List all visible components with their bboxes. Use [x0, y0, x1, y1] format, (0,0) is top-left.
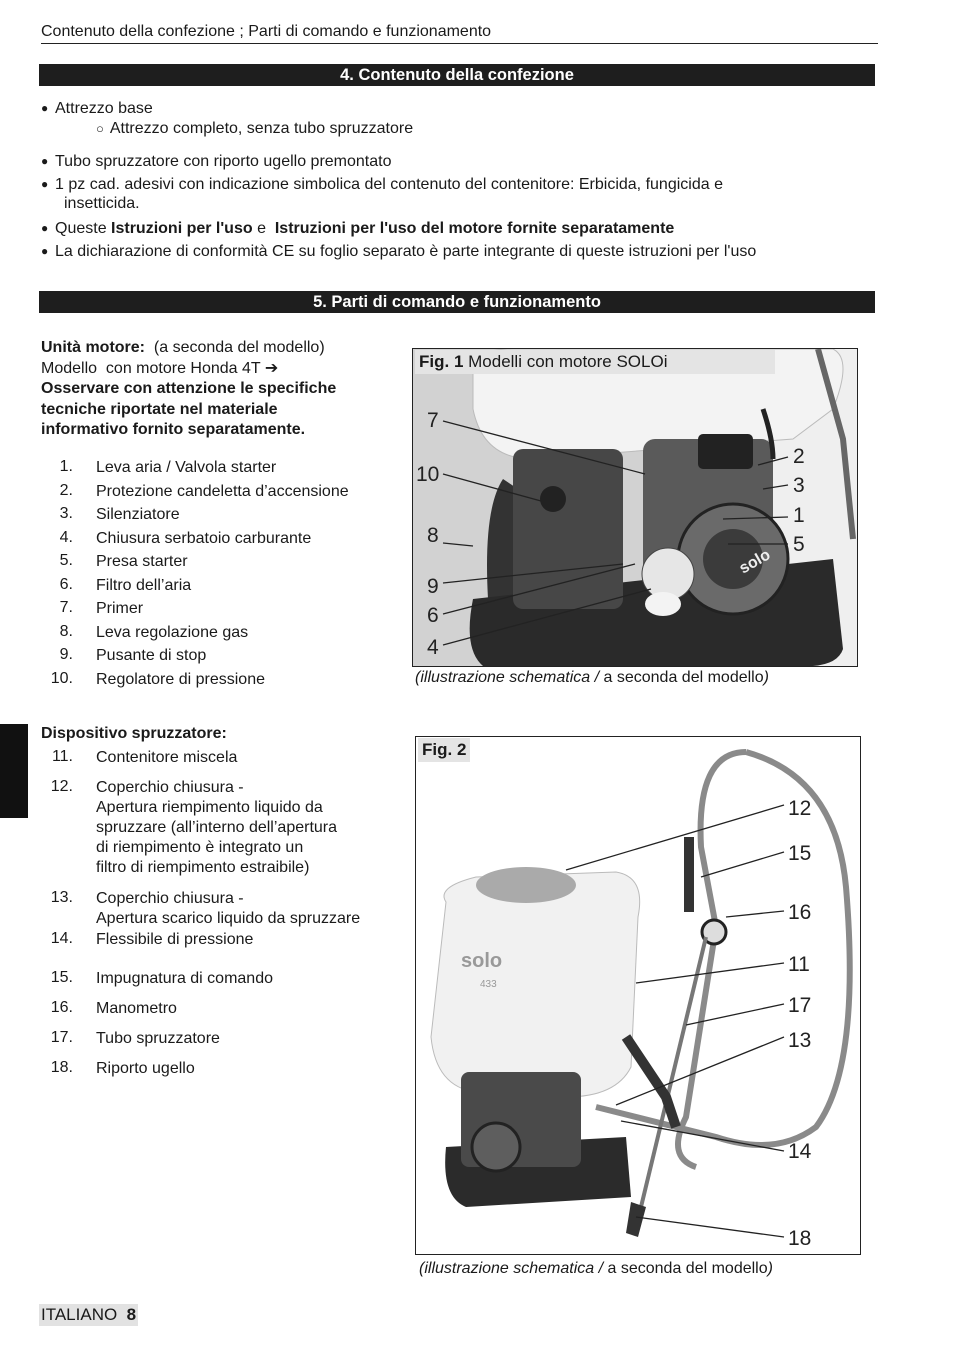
caption-upright: a seconda del modello	[603, 669, 764, 686]
brand-logo: solo	[736, 546, 774, 578]
item-number: 14.	[50, 930, 73, 947]
section-4-title: 4. Contenuto della confezione	[39, 64, 875, 86]
item-number: 16.	[50, 999, 73, 1016]
item-number: 18.	[50, 1059, 73, 1076]
item-number: 3.	[59, 505, 73, 522]
item-line: Coperchio chiusura -	[96, 890, 244, 907]
caption-end: )	[767, 1260, 773, 1277]
callout-label: 4	[427, 636, 439, 659]
figure-1	[412, 348, 858, 667]
item-line: spruzzare (all’interno dell’apertura	[96, 819, 338, 836]
warning-text: Osservare con attenzione le specifiche	[41, 380, 337, 397]
item-number: 9.	[59, 646, 73, 663]
sprayer-parts-list	[41, 748, 411, 1088]
callout-label: 1	[793, 504, 805, 527]
list-item-text: Attrezzo base	[55, 100, 153, 117]
footer-language: ITALIANO	[41, 1305, 118, 1324]
item-text: Pusante di stop	[96, 647, 207, 664]
item-number: 12.	[50, 778, 73, 795]
callout-label: 10	[416, 463, 440, 486]
item-line: filtro di riempimento estraibile)	[96, 859, 310, 876]
item-text: Chiusura serbatoio carburante	[96, 529, 312, 547]
callout-label: 6	[427, 604, 439, 627]
figure-2-callouts	[416, 737, 860, 1254]
item-text: Leva regolazione gas	[96, 623, 249, 641]
item-number: 2.	[59, 481, 73, 499]
motor-unit-note: (a seconda del modello)	[145, 339, 325, 356]
motor-unit-label: Unità motore:	[41, 339, 145, 356]
bold-text: Istruzioni per l'uso	[111, 220, 253, 237]
item-text: Regolatore di pressione	[96, 670, 265, 688]
item-line: Apertura scarico liquido da spruzzare	[96, 910, 361, 927]
callout-label: 7	[427, 409, 439, 432]
sprayer-label	[41, 724, 227, 745]
list-item-text: La dichiarazione di conformità CE su foglio separato è parte integrante di queste istruzioni per l'uso	[55, 243, 757, 260]
item-line: Coperchio chiusura -	[96, 779, 244, 796]
figure-2-caption	[419, 1260, 773, 1278]
figure-2-label: Fig. 2	[418, 738, 470, 762]
item-text: Riporto ugello	[96, 1060, 195, 1077]
caption-italic: (illustrazione schematica /	[419, 1260, 608, 1277]
item-text: Silenziatore	[96, 506, 180, 523]
page-number: 8	[126, 1305, 137, 1324]
item-text: Filtro dell’aria	[96, 576, 192, 594]
model-line: Modello con motore Honda 4T ➔	[41, 359, 279, 377]
list-item: ● Queste Istruzioni per l'uso e Istruzioni per l'uso del motore fornite separatamente	[41, 220, 675, 237]
text-span: Queste	[55, 220, 112, 237]
callout-label: 16	[788, 901, 812, 924]
sprayer-label-text: Dispositivo spruzzatore:	[41, 725, 227, 742]
item-number: 15.	[50, 969, 73, 986]
warning-text: tecniche riportate nel materiale	[41, 400, 278, 418]
item-number: 17.	[50, 1029, 73, 1046]
header-rule	[41, 43, 878, 44]
item-number: 8.	[59, 622, 73, 640]
item-number: 11.	[51, 748, 73, 765]
list-item-text: 1 pz cad. adesivi con indicazione simbolica del contenuto del contenitore: Erbicida, fungicida e	[55, 176, 723, 193]
side-tab-marker	[0, 724, 28, 818]
item-number: 10.	[50, 669, 73, 687]
item-text: Contenitore miscela	[96, 749, 238, 766]
model-mark: 433	[480, 979, 497, 990]
callout-label: 9	[427, 575, 439, 598]
item-text: Leva aria / Valvola starter	[96, 459, 277, 476]
page-footer	[39, 1304, 138, 1326]
item-number: 4.	[59, 528, 73, 546]
item-number: 6.	[59, 575, 73, 593]
sub-list-item: ○ Attrezzo completo, senza tubo spruzzatore	[96, 120, 414, 137]
item-number: 13.	[50, 889, 73, 906]
list-item: ● Attrezzo base	[41, 100, 153, 117]
figure-1-caption	[415, 669, 769, 687]
callout-label: 15	[788, 842, 812, 865]
list-item: ● La dichiarazione di conformità CE su foglio separato è parte integrante di queste istruzioni per l'uso	[41, 243, 757, 260]
figure-2	[415, 736, 861, 1255]
callout-label: 14	[788, 1140, 812, 1163]
item-number: 5.	[59, 552, 73, 569]
list-item-continuation: insetticida.	[64, 195, 140, 212]
item-text	[96, 778, 337, 878]
item-text: Protezione candeletta d’accensione	[96, 482, 349, 500]
figure-1-label-rest: Modelli con motore SOLOi	[463, 352, 668, 371]
callout-label: 8	[427, 524, 439, 547]
callout-label: 3	[793, 474, 805, 497]
page-header-title: Contenuto della confezione ; Parti di comando e funzionamento	[41, 23, 492, 40]
item-text: Presa starter	[96, 553, 188, 570]
item-text: Impugnatura di comando	[96, 970, 273, 987]
caption-upright: a seconda del modello	[607, 1260, 768, 1277]
list-item: ● 1 pz cad. adesivi con indicazione simbolica del contenuto del contenitore: Erbicida, fungicida e	[41, 176, 723, 193]
caption-end: )	[763, 669, 769, 686]
callout-label: 2	[793, 445, 805, 468]
text-span: e	[252, 220, 275, 237]
item-number: 7.	[59, 599, 73, 616]
sub-list-item-text: Attrezzo completo, senza tubo spruzzatore	[109, 120, 414, 137]
item-text: Primer	[96, 600, 144, 617]
item-number: 1.	[59, 458, 73, 475]
bold-text: Istruzioni per l'uso del motore fornite separatamente	[274, 220, 675, 237]
item-line: di riempimento è integrato un	[96, 839, 304, 856]
callout-label: 5	[793, 533, 805, 556]
item-line: Apertura riempimento liquido da	[96, 799, 323, 816]
list-item-text: Tubo spruzzatore con riporto ugello premontato	[55, 153, 392, 170]
motor-parts-list	[41, 458, 401, 698]
figure-1-label-bold: Fig. 1	[419, 352, 464, 371]
brand-logo: solo	[461, 950, 503, 972]
callout-label: 18	[788, 1227, 812, 1250]
section-5-title: 5. Parti di comando e funzionamento	[39, 291, 875, 313]
motor-unit-block	[41, 338, 391, 441]
callout-label: 17	[788, 994, 812, 1017]
item-text: Tubo spruzzatore	[96, 1030, 220, 1047]
list-item: ● Tubo spruzzatore con riporto ugello premontato	[41, 153, 392, 170]
item-text: Flessibile di pressione	[96, 931, 254, 948]
callout-label: 12	[788, 797, 812, 820]
item-text	[96, 889, 360, 929]
callout-label: 13	[788, 1029, 812, 1052]
item-text: Manometro	[96, 1000, 177, 1017]
warning-text: informativo fornito separatamente.	[41, 421, 306, 438]
caption-italic: (illustrazione schematica /	[415, 669, 604, 686]
callout-label: 11	[788, 953, 810, 976]
figure-1-callouts	[413, 349, 857, 666]
